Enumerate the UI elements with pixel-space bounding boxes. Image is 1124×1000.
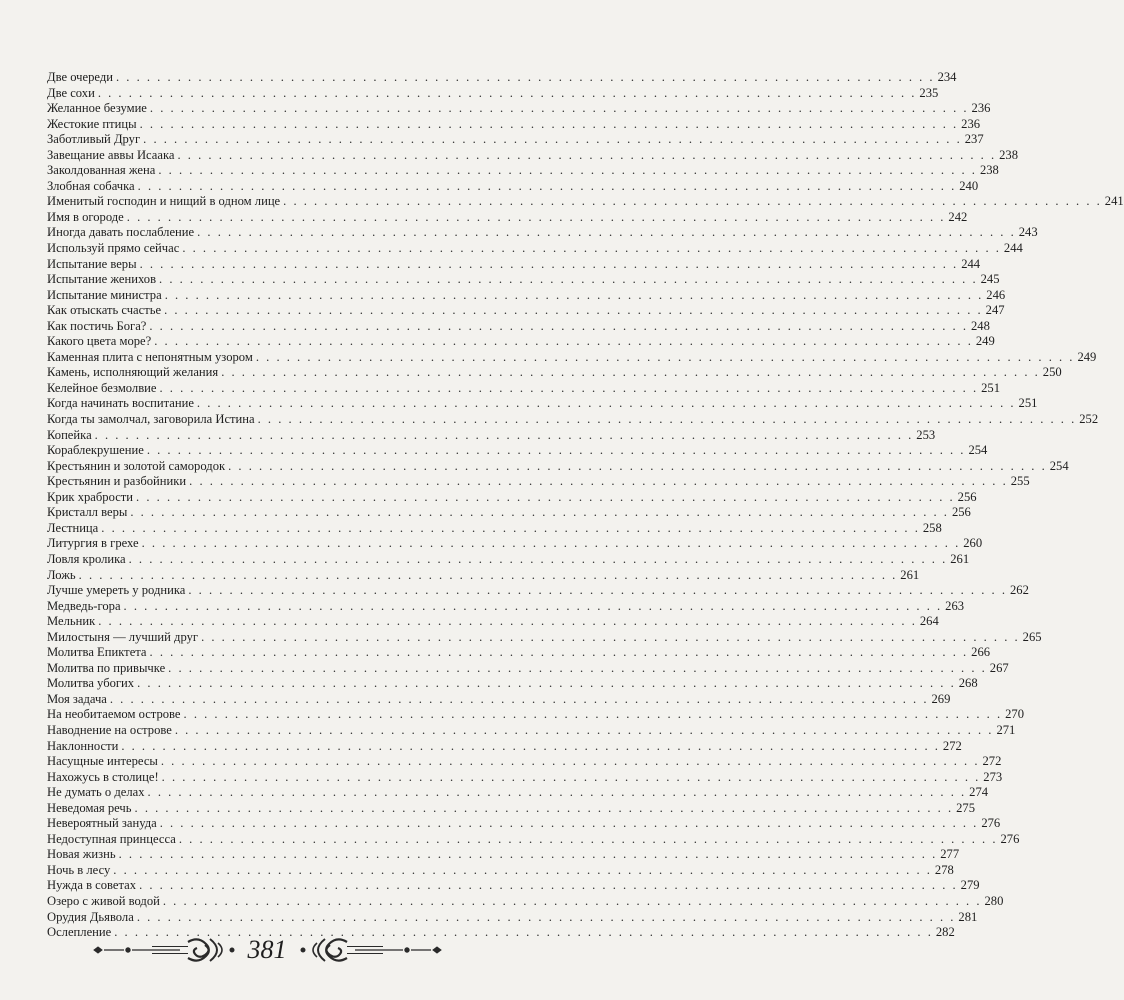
toc-entry-page: 269 <box>931 691 951 706</box>
toc-leader-dots: . . . . . . . . . . . . . . . . . . . . . . . . . . . . . . . . . . . . . . . . . . . . . . . . . . . . . . . . . . . . . . . . . . . . . . . . . . . . . . . . <box>164 287 984 302</box>
toc-leader-dots: . . . . . . . . . . . . . . . . . . . . . . . . . . . . . . . . . . . . . . . . . . . . . . . . . . . . . . . . . . . . . . . . . . . . . . . . . . . . . . . . <box>134 800 954 815</box>
toc-entry-title: Завещание аввы Исаака <box>47 147 175 162</box>
toc-entry-title: Какого цвета море? <box>47 334 152 349</box>
toc-entry-title: Именитый господин и нищий в одном лице <box>47 194 281 209</box>
toc-entry <box>47 209 968 226</box>
toc-entry <box>47 738 962 755</box>
toc-entry-page: 272 <box>942 738 962 753</box>
toc-entry <box>47 396 1038 412</box>
toc-entry-page: 261 <box>950 551 970 566</box>
toc-entry-title: Наводнение на острове <box>47 722 172 737</box>
toc-leader-dots: . . . . . . . . . . . . . . . . . . . . . . . . . . . . . . . . . . . . . . . . . . . . . . . . . . . . . . . . . . . . . . . . . . . . . . . . . . . . . . . . <box>149 645 969 660</box>
toc-leader-dots: . . . . . . . . . . . . . . . . . . . . . . . . . . . . . . . . . . . . . . . . . . . . . . . . . . . . . . . . . . . . . . . . . . . . . . . . . . . . . . . . <box>141 536 961 551</box>
toc-entry-title: Жестокие птицы <box>47 116 137 131</box>
toc-entry-title: Ложь <box>47 567 76 582</box>
toc-entry-page: 256 <box>951 505 971 520</box>
toc-entry-title: Неведомая речь <box>47 800 132 815</box>
toc-leader-dots: . . . . . . . . . . . . . . . . . . . . . . . . . . . . . . . . . . . . . . . . . . . . . . . . . . . . . . . . . . . . . . . . . . . . . . . . . . . . . . . . <box>139 878 958 893</box>
toc-leader-dots: . . . . . . . . . . . . . . . . . . . . . . . . . . . . . . . . . . . . . . . . . . . . . . . . . . . . . . . . . . . . . . . . . . . . . . . . . . . . . . . . <box>114 925 933 940</box>
toc-entry-title: Злобная собачка <box>47 178 135 193</box>
toc-entry <box>47 334 995 350</box>
toc-entry <box>47 256 981 273</box>
toc-leader-dots: . . . . . . . . . . . . . . . . . . . . . . . . . . . . . . . . . . . . . . . . . . . . . . . . . . . . . . . . . . . . . . . . . . . . . . . . . . . . . . . . <box>137 676 956 691</box>
toc-entry <box>47 443 988 459</box>
toc-leader-dots: . . . . . . . . . . . . . . . . . . . . . . . . . . . . . . . . . . . . . . . . . . . . . . . . . . . . . . . . . . . . . . . . . . . . . . . . . . . . . . . . <box>228 458 1047 473</box>
toc-entry <box>47 800 976 817</box>
toc-entry-page: 244 <box>1003 241 1023 256</box>
toc-entry-page: 266 <box>971 645 991 660</box>
toc-entry-title: Молитва Епиктета <box>47 645 147 660</box>
toc-entry-title: Милостыня — лучший друг <box>47 629 199 644</box>
toc-entry <box>47 598 965 615</box>
toc-leader-dots: . . . . . . . . . . . . . . . . . . . . . . . . . . . . . . . . . . . . . . . . . . . . . . . . . . . . . . . . . . . . . . . . . . . . . . . . . . . . . . . . <box>118 847 938 862</box>
toc-entry-page: 276 <box>981 816 1001 831</box>
toc-leader-dots: . . . . . . . . . . . . . . . . . . . . . . . . . . . . . . . . . . . . . . . . . . . . . . . . . . . . . . . . . . . . . . . . . . . . . . . . . . . . . . . . <box>221 365 1040 380</box>
table-of-contents <box>47 70 1124 941</box>
toc-leader-dots: . . . . . . . . . . . . . . . . . . . . . . . . . . . . . . . . . . . . . . . . . . . . . . . . . . . . . . . . . . . . . . . . . . . . . . . . . . . . . . . . <box>201 629 1020 644</box>
toc-entry <box>47 225 1038 241</box>
toc-leader-dots: . . . . . . . . . . . . . . . . . . . . . . . . . . . . . . . . . . . . . . . . . . . . . . . . . . . . . . . . . . . . . . . . . . . . . . . . . . . . . . . . <box>162 893 982 908</box>
toc-entry-page: 265 <box>1022 629 1042 644</box>
ornament-left-icon <box>92 935 242 965</box>
toc-entry-page: 246 <box>986 287 1006 302</box>
toc-entry <box>47 831 1020 848</box>
toc-entry <box>47 489 977 506</box>
toc-entry-page: 238 <box>999 147 1018 162</box>
toc-entry-title: Испытание министра <box>47 287 162 302</box>
toc-leader-dots: . . . . . . . . . . . . . . . . . . . . . . . . . . . . . . . . . . . . . . . . . . . . . . . . . . . . . . . . . . . . . . . . . . . . . . . . . . . . . . . . <box>188 583 1007 598</box>
toc-entry-title: Молитва убогих <box>47 676 135 691</box>
toc-leader-dots: . . . . . . . . . . . . . . . . . . . . . . . . . . . . . . . . . . . . . . . . . . . . . . . . . . . . . . . . . . . . . . . . . . . . . . . . . . . . . . . . <box>126 209 946 224</box>
toc-entry <box>47 862 954 879</box>
toc-entry-page: 234 <box>937 70 957 84</box>
toc-entry-page: 275 <box>956 800 976 815</box>
toc-entry <box>47 551 970 568</box>
toc-entry-title: Иногда давать послабление <box>47 225 195 240</box>
toc-entry <box>47 660 1009 677</box>
toc-entry-page: 272 <box>982 754 1002 769</box>
toc-entry-page: 249 <box>975 334 995 349</box>
toc-leader-dots: . . . . . . . . . . . . . . . . . . . . . . . . . . . . . . . . . . . . . . . . . . . . . . . . . . . . . . . . . . . . . . . . . . . . . . . . . . . . . . . . <box>109 691 929 706</box>
toc-entry-page: 245 <box>980 272 1000 287</box>
toc-entry-title: Моя задача <box>47 691 107 706</box>
toc-entry-page: 240 <box>959 178 979 193</box>
toc-leader-dots: . . . . . . . . . . . . . . . . . . . . . . . . . . . . . . . . . . . . . . . . . . . . . . . . . . . . . . . . . . . . . . . . . . . . . . . . . . . . . . . . <box>168 660 987 675</box>
toc-entry <box>47 909 978 926</box>
toc-entry-title: Лестница <box>47 520 99 535</box>
toc-leader-dots: . . . . . . . . . . . . . . . . . . . . . . . . . . . . . . . . . . . . . . . . . . . . . . . . . . . . . . . . . . . . . . . . . . . . . . . . . . . . . . . . <box>183 707 1003 722</box>
toc-entry <box>47 147 1018 164</box>
toc-entry-page: 237 <box>964 132 984 147</box>
toc-entry-page: 264 <box>919 614 939 629</box>
toc-entry-page: 279 <box>960 878 980 893</box>
toc-entry <box>47 893 1004 910</box>
toc-leader-dots: . . . . . . . . . . . . . . . . . . . . . . . . . . . . . . . . . . . . . . . . . . . . . . . . . . . . . . . . . . . . . . . . . . . . . . . . . . . . . . . . <box>113 862 932 877</box>
toc-entry-page: 268 <box>958 676 978 691</box>
toc-entry-title: Не думать о делах <box>47 785 145 800</box>
toc-entry <box>47 629 1042 646</box>
toc-entry <box>47 676 978 692</box>
toc-entry <box>47 520 942 537</box>
toc-entry-title: Заботливый Друг <box>47 132 141 147</box>
toc-entry <box>47 614 939 630</box>
page-number: 381 <box>247 935 287 964</box>
toc-leader-dots: . . . . . . . . . . . . . . . . . . . . . . . . . . . . . . . . . . . . . . . . . . . . . . . . . . . . . . . . . . . . . . . . . . . . . . . . . . . . . . . . <box>158 163 977 178</box>
toc-leader-dots: . . . . . . . . . . . . . . . . . . . . . . . . . . . . . . . . . . . . . . . . . . . . . . . . . . . . . . . . . . . . . . . . . . . . . . . . . . . . . . . . <box>189 474 1008 489</box>
toc-entry-title: Молитва по привычке <box>47 660 166 675</box>
toc-entry-page: 242 <box>948 209 968 224</box>
toc-entry <box>47 132 984 148</box>
toc-entry <box>47 70 957 86</box>
toc-entry-title: Нужда в советах <box>47 878 137 893</box>
toc-leader-dots: . . . . . . . . . . . . . . . . . . . . . . . . . . . . . . . . . . . . . . . . . . . . . . . . . . . . . . . . . . . . . . . . . . . . . . . . . . . . . . . . <box>160 754 980 769</box>
toc-entry-page: 241 <box>1104 194 1124 209</box>
toc-entry-title: Невероятный зануда <box>47 816 157 831</box>
toc-leader-dots: . . . . . . . . . . . . . . . . . . . . . . . . . . . . . . . . . . . . . . . . . . . . . . . . . . . . . . . . . . . . . . . . . . . . . . . . . . . . . . . . <box>283 194 1102 209</box>
toc-entry <box>47 272 1000 288</box>
toc-leader-dots: . . . . . . . . . . . . . . . . . . . . . . . . . . . . . . . . . . . . . . . . . . . . . . . . . . . . . . . . . . . . . . . . . . . . . . . . . . . . . . . . <box>149 318 968 333</box>
toc-entry-page: 258 <box>922 520 942 535</box>
page-footer <box>0 930 534 970</box>
toc-entry-title: Две очереди <box>47 70 113 84</box>
toc-leader-dots: . . . . . . . . . . . . . . . . . . . . . . . . . . . . . . . . . . . . . . . . . . . . . . . . . . . . . . . . . . . . . . . . . . . . . . . . . . . . . . . . <box>143 132 962 147</box>
toc-entry-title: Крестьянин и разбойники <box>47 474 187 489</box>
toc-entry-title: Недоступная принцесса <box>47 831 176 846</box>
toc-entry-title: Камень, исполняющий желания <box>47 365 219 380</box>
toc-entry-page: 276 <box>1000 831 1020 846</box>
toc-entry <box>47 754 1002 770</box>
toc-entry <box>47 505 971 521</box>
toc-leader-dots: . . . . . . . . . . . . . . . . . . . . . . . . . . . . . . . . . . . . . . . . . . . . . . . . . . . . . . . . . . . . . . . . . . . . . . . . . . . . . . . . <box>101 520 920 535</box>
toc-entry-page: 244 <box>961 256 981 271</box>
toc-leader-dots: . . . . . . . . . . . . . . . . . . . . . . . . . . . . . . . . . . . . . . . . . . . . . . . . . . . . . . . . . . . . . . . . . . . . . . . . . . . . . . . . <box>121 738 940 753</box>
toc-leader-dots: . . . . . . . . . . . . . . . . . . . . . . . . . . . . . . . . . . . . . . . . . . . . . . . . . . . . . . . . . . . . . . . . . . . . . . . . . . . . . . . . <box>196 396 1016 411</box>
toc-entry-page: 280 <box>984 893 1004 908</box>
toc-entry <box>47 365 1062 381</box>
toc-leader-dots: . . . . . . . . . . . . . . . . . . . . . . . . . . . . . . . . . . . . . . . . . . . . . . . . . . . . . . . . . . . . . . . . . . . . . . . . . . . . . . . . <box>177 147 997 162</box>
toc-leader-dots: . . . . . . . . . . . . . . . . . . . . . . . . . . . . . . . . . . . . . . . . . . . . . . . . . . . . . . . . . . . . . . . . . . . . . . . . . . . . . . . . <box>123 598 943 613</box>
toc-leader-dots: . . . . . . . . . . . . . . . . . . . . . . . . . . . . . . . . . . . . . . . . . . . . . . . . . . . . . . . . . . . . . . . . . . . . . . . . . . . . . . . . <box>115 70 935 84</box>
toc-entry-page: 262 <box>1009 583 1029 598</box>
toc-entry-title: Желанное безумие <box>47 101 147 116</box>
toc-leader-dots: . . . . . . . . . . . . . . . . . . . . . . . . . . . . . . . . . . . . . . . . . . . . . . . . . . . . . . . . . . . . . . . . . . . . . . . . . . . . . . . . <box>94 427 914 442</box>
toc-entry <box>47 645 991 661</box>
toc-entry-page: 238 <box>979 163 999 178</box>
toc-entry <box>47 536 983 552</box>
toc-entry-title: Кораблекрушение <box>47 443 144 458</box>
toc-entry <box>47 769 1003 786</box>
toc-entry-page: 281 <box>958 909 978 924</box>
toc-entry-title: Медведь-гора <box>47 598 121 613</box>
toc-entry <box>47 427 936 444</box>
toc-entry-title: Кристалл веры <box>47 505 128 520</box>
toc-entry-title: Келейное безмолвие <box>47 380 157 395</box>
toc-entry <box>47 241 1023 257</box>
toc-entry <box>47 785 989 801</box>
toc-entry-title: Ослепление <box>47 925 112 940</box>
toc-entry-page: 236 <box>961 116 981 131</box>
toc-entry-title: Насущные интересы <box>47 754 158 769</box>
toc-entry-page: 270 <box>1005 707 1025 722</box>
toc-entry <box>47 101 991 117</box>
toc-entry-page: 243 <box>1018 225 1038 240</box>
toc-entry-page: 263 <box>945 598 965 613</box>
toc-entry <box>47 412 1099 428</box>
toc-entry-page: 236 <box>971 101 991 116</box>
toc-entry-page: 252 <box>1079 412 1099 427</box>
toc-entry <box>47 163 999 179</box>
toc-entry <box>47 458 1069 475</box>
toc-leader-dots: . . . . . . . . . . . . . . . . . . . . . . . . . . . . . . . . . . . . . . . . . . . . . . . . . . . . . . . . . . . . . . . . . . . . . . . . . . . . . . . . <box>174 722 994 737</box>
toc-leader-dots: . . . . . . . . . . . . . . . . . . . . . . . . . . . . . . . . . . . . . . . . . . . . . . . . . . . . . . . . . . . . . . . . . . . . . . . . . . . . . . . . <box>130 505 949 520</box>
toc-entry-title: Как отыскать счастье <box>47 303 162 318</box>
toc-leader-dots: . . . . . . . . . . . . . . . . . . . . . . . . . . . . . . . . . . . . . . . . . . . . . . . . . . . . . . . . . . . . . . . . . . . . . . . . . . . . . . . . <box>146 443 966 458</box>
toc-entry-title: Новая жизнь <box>47 847 116 862</box>
toc-entry-page: 260 <box>963 536 983 551</box>
toc-entry <box>47 349 1097 366</box>
toc-leader-dots: . . . . . . . . . . . . . . . . . . . . . . . . . . . . . . . . . . . . . . . . . . . . . . . . . . . . . . . . . . . . . . . . . . . . . . . . . . . . . . . . <box>159 816 979 831</box>
toc-entry <box>47 707 1025 723</box>
toc-entry <box>47 691 951 708</box>
toc-entry <box>47 722 1016 739</box>
toc-leader-dots: . . . . . . . . . . . . . . . . . . . . . . . . . . . . . . . . . . . . . . . . . . . . . . . . . . . . . . . . . . . . . . . . . . . . . . . . . . . . . . . . <box>97 85 917 100</box>
toc-leader-dots: . . . . . . . . . . . . . . . . . . . . . . . . . . . . . . . . . . . . . . . . . . . . . . . . . . . . . . . . . . . . . . . . . . . . . . . . . . . . . . . . <box>178 831 998 846</box>
toc-entry-title: Крик храбрости <box>47 489 134 504</box>
toc-entry <box>47 474 1030 490</box>
toc-entry-title: Когда ты замолчал, заговорила Истина <box>47 412 255 427</box>
toc-entry-page: 267 <box>989 660 1009 675</box>
toc-entry-page: 247 <box>985 303 1005 318</box>
toc-entry <box>47 567 920 584</box>
toc-entry-title: Литургия в грехе <box>47 536 139 551</box>
toc-entry <box>47 194 1124 210</box>
toc-leader-dots: . . . . . . . . . . . . . . . . . . . . . . . . . . . . . . . . . . . . . . . . . . . . . . . . . . . . . . . . . . . . . . . . . . . . . . . . . . . . . . . . <box>136 489 955 504</box>
toc-entry <box>47 878 980 894</box>
toc-entry-title: Ловля кролика <box>47 551 126 566</box>
toc-leader-dots: . . . . . . . . . . . . . . . . . . . . . . . . . . . . . . . . . . . . . . . . . . . . . . . . . . . . . . . . . . . . . . . . . . . . . . . . . . . . . . . . <box>128 551 948 566</box>
toc-entry-title: Каменная плита с непонятным узором <box>47 349 253 364</box>
toc-entry <box>47 178 979 195</box>
toc-leader-dots: . . . . . . . . . . . . . . . . . . . . . . . . . . . . . . . . . . . . . . . . . . . . . . . . . . . . . . . . . . . . . . . . . . . . . . . . . . . . . . . . <box>255 349 1075 364</box>
toc-entry-title: Заколдованная жена <box>47 163 156 178</box>
toc-leader-dots: . . . . . . . . . . . . . . . . . . . . . . . . . . . . . . . . . . . . . . . . . . . . . . . . . . . . . . . . . . . . . . . . . . . . . . . . . . . . . . . . <box>159 380 979 395</box>
toc-entry-page: 253 <box>916 427 936 442</box>
toc-entry-page: 273 <box>983 769 1003 784</box>
toc-entry-page: 271 <box>996 722 1016 737</box>
toc-entry-page: 254 <box>968 443 988 458</box>
toc-entry <box>47 287 1006 304</box>
toc-leader-dots: . . . . . . . . . . . . . . . . . . . . . . . . . . . . . . . . . . . . . . . . . . . . . . . . . . . . . . . . . . . . . . . . . . . . . . . . . . . . . . . . <box>139 256 959 271</box>
ornament-right-icon <box>293 935 443 965</box>
toc-leader-dots: . . . . . . . . . . . . . . . . . . . . . . . . . . . . . . . . . . . . . . . . . . . . . . . . . . . . . . . . . . . . . . . . . . . . . . . . . . . . . . . . <box>78 567 898 582</box>
toc-entry-title: Наклонности <box>47 738 119 753</box>
toc-entry-title: Ночь в лесу <box>47 862 111 877</box>
toc-entry-title: Мельник <box>47 614 96 629</box>
toc-entry-page: 278 <box>934 862 954 877</box>
toc-entry-title: Озеро с живой водой <box>47 893 160 908</box>
toc-entry-title: Испытание веры <box>47 256 137 271</box>
toc-entry-title: Крестьянин и золотой самородок <box>47 458 226 473</box>
toc-entry-title: На необитаемом острове <box>47 707 181 722</box>
toc-leader-dots: . . . . . . . . . . . . . . . . . . . . . . . . . . . . . . . . . . . . . . . . . . . . . . . . . . . . . . . . . . . . . . . . . . . . . . . . . . . . . . . . <box>98 614 917 629</box>
toc-leader-dots: . . . . . . . . . . . . . . . . . . . . . . . . . . . . . . . . . . . . . . . . . . . . . . . . . . . . . . . . . . . . . . . . . . . . . . . . . . . . . . . . <box>139 116 959 131</box>
toc-entry-page: 274 <box>969 785 989 800</box>
toc-leader-dots: . . . . . . . . . . . . . . . . . . . . . . . . . . . . . . . . . . . . . . . . . . . . . . . . . . . . . . . . . . . . . . . . . . . . . . . . . . . . . . . . <box>137 178 957 193</box>
toc-leader-dots: . . . . . . . . . . . . . . . . . . . . . . . . . . . . . . . . . . . . . . . . . . . . . . . . . . . . . . . . . . . . . . . . . . . . . . . . . . . . . . . . <box>257 412 1077 427</box>
toc-entry-page: 255 <box>1010 474 1030 489</box>
toc-entry <box>47 583 1029 599</box>
toc-leader-dots: . . . . . . . . . . . . . . . . . . . . . . . . . . . . . . . . . . . . . . . . . . . . . . . . . . . . . . . . . . . . . . . . . . . . . . . . . . . . . . . . <box>147 785 967 800</box>
toc-leader-dots: . . . . . . . . . . . . . . . . . . . . . . . . . . . . . . . . . . . . . . . . . . . . . . . . . . . . . . . . . . . . . . . . . . . . . . . . . . . . . . . . <box>164 303 983 318</box>
toc-leader-dots: . . . . . . . . . . . . . . . . . . . . . . . . . . . . . . . . . . . . . . . . . . . . . . . . . . . . . . . . . . . . . . . . . . . . . . . . . . . . . . . . <box>136 909 956 924</box>
toc-entry-page: 261 <box>900 567 920 582</box>
toc-entry-title: Когда начинать воспитание <box>47 396 194 411</box>
toc-entry-title: Используй прямо сейчас <box>47 241 180 256</box>
toc-entry-title: Нахожусь в столице! <box>47 769 159 784</box>
toc-leader-dots: . . . . . . . . . . . . . . . . . . . . . . . . . . . . . . . . . . . . . . . . . . . . . . . . . . . . . . . . . . . . . . . . . . . . . . . . . . . . . . . . <box>159 272 978 287</box>
toc-entry-title: Две сохи <box>47 85 95 100</box>
toc-entry-page: 248 <box>970 318 990 333</box>
toc-leader-dots: . . . . . . . . . . . . . . . . . . . . . . . . . . . . . . . . . . . . . . . . . . . . . . . . . . . . . . . . . . . . . . . . . . . . . . . . . . . . . . . . <box>149 101 969 116</box>
toc-leader-dots: . . . . . . . . . . . . . . . . . . . . . . . . . . . . . . . . . . . . . . . . . . . . . . . . . . . . . . . . . . . . . . . . . . . . . . . . . . . . . . . . <box>197 225 1016 240</box>
toc-entry-title: Испытание женихов <box>47 272 157 287</box>
toc-leader-dots: . . . . . . . . . . . . . . . . . . . . . . . . . . . . . . . . . . . . . . . . . . . . . . . . . . . . . . . . . . . . . . . . . . . . . . . . . . . . . . . . <box>154 334 973 349</box>
toc-entry <box>47 303 1005 319</box>
toc-entry <box>47 816 1001 832</box>
toc-entry-title: Копейка <box>47 427 92 442</box>
toc-entry-title: Как постичь Бога? <box>47 318 147 333</box>
toc-entry-title: Лучше умереть у родника <box>47 583 186 598</box>
toc-entry-page: 277 <box>940 847 960 862</box>
toc-entry-title: Орудия Дьявола <box>47 909 134 924</box>
toc-entry-page: 254 <box>1049 458 1069 473</box>
toc-leader-dots: . . . . . . . . . . . . . . . . . . . . . . . . . . . . . . . . . . . . . . . . . . . . . . . . . . . . . . . . . . . . . . . . . . . . . . . . . . . . . . . . <box>182 241 1001 256</box>
toc-entry <box>47 85 939 102</box>
toc-entry-page: 251 <box>981 380 1000 395</box>
toc-entry-title: Имя в огороде <box>47 209 124 224</box>
toc-entry-page: 256 <box>957 489 977 504</box>
toc-leader-dots: . . . . . . . . . . . . . . . . . . . . . . . . . . . . . . . . . . . . . . . . . . . . . . . . . . . . . . . . . . . . . . . . . . . . . . . . . . . . . . . . <box>161 769 981 784</box>
toc-entry <box>47 116 981 133</box>
toc-entry-page: 235 <box>919 85 939 100</box>
toc-entry <box>47 318 990 335</box>
toc-entry-page: 249 <box>1077 349 1097 364</box>
toc-entry-page: 250 <box>1042 365 1062 380</box>
toc-entry-page: 251 <box>1018 396 1038 411</box>
toc-entry-page: 282 <box>935 925 955 940</box>
toc-entry <box>47 380 1000 397</box>
toc-entry <box>47 847 960 863</box>
